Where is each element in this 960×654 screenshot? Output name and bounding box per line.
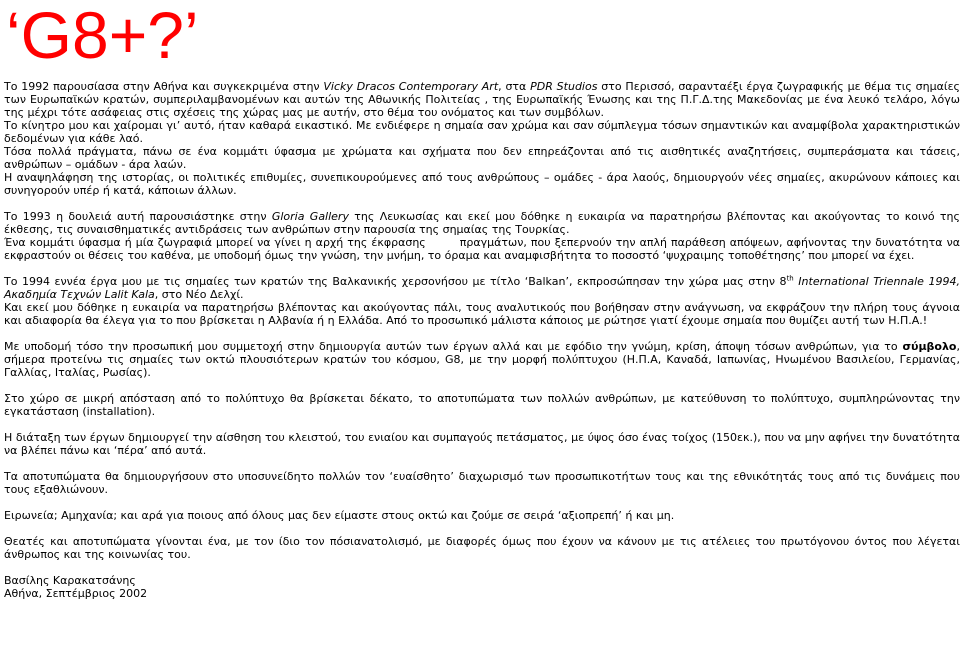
p5-text-a: Το 1993 η δουλειά αυτή παρουσιάστηκε στην — [4, 210, 272, 223]
paragraph-6 — [4, 236, 960, 262]
p1-text-a: Το 1992 παρουσίασα στην Αθήνα και συγκεκριμένα στην — [4, 80, 324, 93]
p5-text-c: της Λευκωσίας και εκεί μου δόθηκε η ευκαιρία να παρατηρήσω βλέποντας και ακούγοντας το κοινό της έκθεσης, τις συναισθηματικές αντιδράσεις των ανθρώπων στην παρουσία της σημαίας της Τουρκίας. — [4, 210, 960, 236]
paragraph-10: Στο χώρο σε μικρή απόσταση από το πολύπτυχο θα βρίσκεται δέκατο, το αποτυπώματα των πολλών ανθρώπων, με κατεύθυνση το πολύπτυχο, συμπληρώνοντας την εγκατάσταση (installation). — [4, 392, 960, 418]
p6-text-b: πραγμάτων, που ξεπερνούν την απλή παράθεση απόψεων, αφήνοντας την δυνατότητα να εκφραστούν οι θέσεις του καθένα, με υποδομή όμως την γνώση, την μνήμη, το όραμα και αναμφισβήτητα το ποσοστό ‘ψυχραιμης τοποθέτησης’ που μπορεί να έχει. — [4, 236, 960, 262]
p7-superscript: th — [786, 274, 794, 283]
paragraph-3: Τόσα πολλά πράγματα, πάνω σε ένα κομμάτι ύφασμα με χρώματα και σχήματα που δεν επηρεάζονται από τις αισθητικές αναζητήσεις, συμπεράσματα και τάσεις, ανθρώπων – ομάδων - άρα λαών. — [4, 145, 960, 171]
signature-place-date: Αθήνα, Σεπτέμβριος 2002 — [4, 587, 148, 600]
p9-symbol-word: σύμβολο — [902, 340, 957, 353]
paragraph-5 — [4, 210, 960, 236]
p1-gallery-name: Vicky Dracos Contemporary Art — [323, 80, 499, 93]
p5-gallery-name: Gloria Gallery — [271, 210, 349, 223]
page-title: ‘G8+?’ — [6, 0, 199, 72]
paragraph-1 — [4, 80, 960, 119]
p7-text-c: , στο Νέο Δελχί. — [154, 288, 244, 301]
p1-text-e: στο Περισσό, σαρανταέξι έργα ζωγραφικής με θέμα τις σημαίες των Ευρωπαϊκών κρατών, συμπεριλαμβανομένων και αυτών της Αθωνικής Πολιτείας , της Ευρωπαϊκής Ένωσης και της Π.Γ.Δ.της Μακεδονίας με ένα λευκό τελάρο, λόγω της μέχρι τότε ασάφειας στις σχέσεις της χώρας μας με αυτήν, στο θέμα του ονόματος και των συμβόλων. — [4, 80, 960, 119]
p1-studio-name: PDR Studios — [530, 80, 598, 93]
paragraph-14: Θεατές και αποτυπώματα γίνονται ένα, με τον ίδιο τον πόσιανατολισμό, με διαφορές όμως που έχουν να κάνουν με τις ατέλειες του πρωτόγονου όντος που λέγεται άνθρωπος και της κοινωνίας του. — [4, 535, 960, 561]
signature-name: Βασίλης Καρακατσάνης — [4, 574, 136, 587]
paragraph-8: Και εκεί μου δόθηκε η ευκαιρία να παρατηρήσω βλέποντας και ακούγοντας πάλι, τους αναλυτικούς που βοήθησαν στην ανάγνωση, να εκφράζουν την πλήρη τους άγνοια και αδιαφορία θα έλεγα για το που βρίσκεται η Αλβανία ή η Ελλάδα. Από το προσωπικό μάλιστα κάποιος με ρώτησε γιατί έχουμε σημαία που θυμίζει αυτή των Η.Π.Α.! — [4, 301, 960, 327]
paragraph-11: Η διάταξη των έργων δημιουργεί την αίσθηση του κλειστού, του ενιαίου και συμπαγούς πετάσματος, με ύψος όσο ένας τοίχος (150εκ.), που να μην αφήνει την δυνατότητα να βλέπει πάνω και ‘πέρα’ από αυτά. — [4, 431, 960, 457]
p7-text-a: Το 1994 εννέα έργα μου με τις σημαίες των κρατών της Βαλκανικής χερσονήσου με τίτλο ‘Balkan’, εκπροσώπησαν την χώρα μας στην 8 — [4, 275, 787, 288]
paragraph-4: Η αναψηλάφηση της ιστορίας, οι πολιτικές επιθυμίες, συνεπικουρούμενες από τους ανθρώπους – ομάδες - άρα λαούς, δημιουργούν νέες σημαίες, ακυρώνουν κάποιες και συνηγορούν υπέρ ή κατά, κάποιων άλλων. — [4, 171, 960, 197]
paragraph-12: Τα αποτυπώματα θα δημιουργήσουν στο υποσυνείδητο πολλών τον ‘ευαίσθητο’ διαχωρισμό των προσωπικοτήτων τους και της εθνικότητάς τους από τις δυνάμεις που τους εξαθλιώνουν. — [4, 470, 960, 496]
paragraph-13: Ειρωνεία; Αμηχανία; και αρά για ποιους από όλους μας δεν είμαστε στους οκτώ και ζούμε σε σειρά ‘αξιοπρεπή’ ή και μη. — [4, 509, 675, 522]
paragraph-9 — [4, 340, 960, 379]
p6-text-a: Ένα κομμάτι ύφασμα ή μία ζωγραφιά μπορεί να γίνει η αρχή της έκφρασης — [4, 236, 426, 249]
p7-event-name: International Triennale 1994, Ακαδημία Τεχνών Lalit Kala — [4, 275, 960, 301]
p9-text-c: , σήμερα προτείνω τις σημαίες των οκτώ πλουσιότερων κρατών του κόσμου, G8, με την μορφή πολύπτυχου (Η.Π.Α, Καναδά, Ιαπωνίας, Ηνωμένου Βασιλείου, Γερμανίας, Γαλλίας, Ιταλίας, Ρωσίας). — [4, 340, 960, 379]
p9-text-a: Με υποδομή τόσο την προσωπική μου συμμετοχή στην δημιουργία αυτών των έργων αλλά και με εφόδιο την γνώμη, κρίση, άποψη τόσων ανθρώπων, για το — [4, 340, 903, 353]
paragraph-7 — [4, 275, 960, 301]
p1-text-c: , στα — [498, 80, 531, 93]
paragraph-2: Το κίνητρο μου και χαίρομαι γι’ αυτό, ήταν καθαρά εικαστικό. Με ενδιέφερε η σημαία σαν χρώμα και σαν σύμπλεγμα τόσων σημαντικών και αναμφίβολα χαρακτηριστικών δεδομένων για κάθε λαό. — [4, 119, 960, 145]
article-body — [4, 80, 960, 600]
